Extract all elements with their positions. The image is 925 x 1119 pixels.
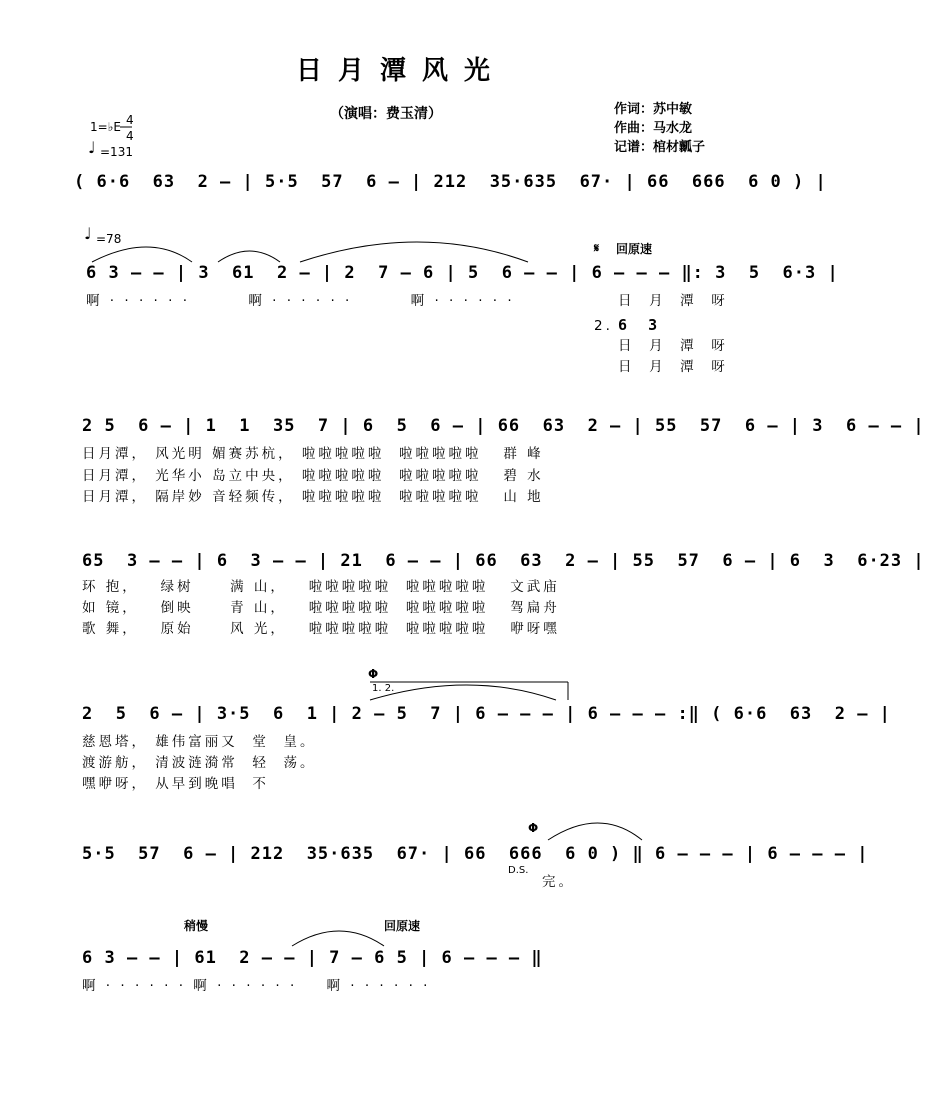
lyric-line-3-verse-1: 日月潭， 风光明 媚赛苏杭， 啦啦啦啦啦 啦啦啦啦啦 群 峰 bbox=[82, 446, 544, 462]
notation-line-1: ( 6·6 63 2 – | 5·5 57 6 – | 212 35·635 67· | 66 666 6 0 ) | bbox=[74, 172, 827, 192]
notation-line-5: 2 5 6 – | 3·5 6 1 | 2 – 5 7 | 6 – – – | 6 – – – :‖ ( 6·6 63 2 – | bbox=[82, 704, 891, 724]
segno-icon: 𝄋 bbox=[594, 241, 600, 255]
verse-2-number: 2. bbox=[594, 318, 613, 334]
verse-2-pickup-notes: 6 3 bbox=[618, 316, 659, 334]
lyric-line-3-verse-3: 日月潭， 隔岸妙 音轻频传， 啦啦啦啦啦 啦啦啦啦啦 山 地 bbox=[82, 489, 544, 505]
quarter-note-icon: ♩ bbox=[88, 138, 96, 157]
slower-marking: 稍慢 bbox=[184, 919, 209, 933]
lyric-line-5-verse-1: 慈恩塔， 雄伟富丽又 堂 皇。 bbox=[82, 734, 317, 750]
performer: （演唱：费玉清） bbox=[330, 106, 442, 122]
page-title: 日月潭风光 bbox=[296, 56, 507, 86]
coda-icon: Φ bbox=[528, 821, 539, 835]
lyric-line-2-verse-1: 日 月 潭 呀 bbox=[618, 293, 728, 309]
return-tempo: 回原速 bbox=[616, 242, 653, 256]
lyric-line-5-verse-3: 嘿咿呀， 从早到晚唱 不 bbox=[82, 776, 269, 792]
lyric-line-3-verse-2: 日月潭， 光华小 岛立中央， 啦啦啦啦啦 啦啦啦啦啦 碧 水 bbox=[82, 468, 544, 484]
notation-line-3: 2 5 6 – | 1 1 35 7 | 6 5 6 – | 66 63 2 – | 55 57 6 – | 3 6 – – | bbox=[82, 416, 925, 436]
tempo-marking: =131 bbox=[100, 145, 133, 159]
dal-segno: D.S. bbox=[508, 865, 529, 876]
notation-line-6: 5·5 57 6 – | 212 35·635 67· | 66 666 6 0 ) ‖ 6 – – – | 6 – – – | bbox=[82, 844, 869, 864]
key-signature: 1=♭E bbox=[90, 120, 121, 134]
fine-label: 完。 bbox=[542, 874, 575, 890]
lyric-line-4-verse-3: 歌 舞， 原始 风 光， 啦啦啦啦啦 啦啦啦啦啦 咿呀嘿 bbox=[82, 621, 560, 637]
time-numerator: 4 bbox=[126, 113, 134, 127]
lyricist: 作词：苏中敏 bbox=[614, 102, 693, 117]
coda-icon: Φ bbox=[368, 667, 379, 681]
tempo-marking-2: =78 bbox=[96, 232, 122, 246]
notation-line-4: 65 3 – – | 6 3 – – | 21 6 – – | 66 63 2 – | 55 57 6 – | 6 3 6·23 | bbox=[82, 551, 925, 571]
transcriber: 记谱：棺材瓤子 bbox=[614, 140, 706, 155]
lyric-line-2-verse-3: 日 月 潭 呀 bbox=[618, 359, 728, 375]
lyric-line-2-verse-2: 日 月 潭 呀 bbox=[618, 338, 728, 354]
notation-line-2: 6 3 – – | 3 61 2 – | 2 7 – 6 | 5 6 – – | 6 – – – ‖: 3 5 6·3 | bbox=[86, 263, 839, 283]
lyric-line-5-verse-2: 渡游舫， 清波涟漪常 轻 荡。 bbox=[82, 755, 317, 771]
return-tempo-2: 回原速 bbox=[384, 919, 421, 933]
time-denominator: 4 bbox=[126, 129, 134, 143]
notation-line-7: 6 3 – – | 61 2 – – | 7 – 6 5 | 6 – – – ‖ bbox=[82, 948, 543, 968]
lyric-line-4-verse-2: 如 镜， 倒映 青 山， 啦啦啦啦啦 啦啦啦啦啦 驾扁舟 bbox=[82, 600, 560, 616]
quarter-note-icon: ♩ bbox=[84, 224, 92, 243]
volta-bracket-label: 1. 2. bbox=[372, 683, 395, 694]
composer: 作曲：马水龙 bbox=[614, 121, 693, 136]
lyric-line-7: 啊 · · · · · · 啊 · · · · · · 啊 · · · · · · bbox=[82, 978, 431, 994]
lyric-line-2: 啊 · · · · · · 啊 · · · · · · 啊 · · · · · · bbox=[86, 293, 515, 309]
lyric-line-4-verse-1: 环 抱， 绿树 满 山， 啦啦啦啦啦 啦啦啦啦啦 文武庙 bbox=[82, 579, 560, 595]
